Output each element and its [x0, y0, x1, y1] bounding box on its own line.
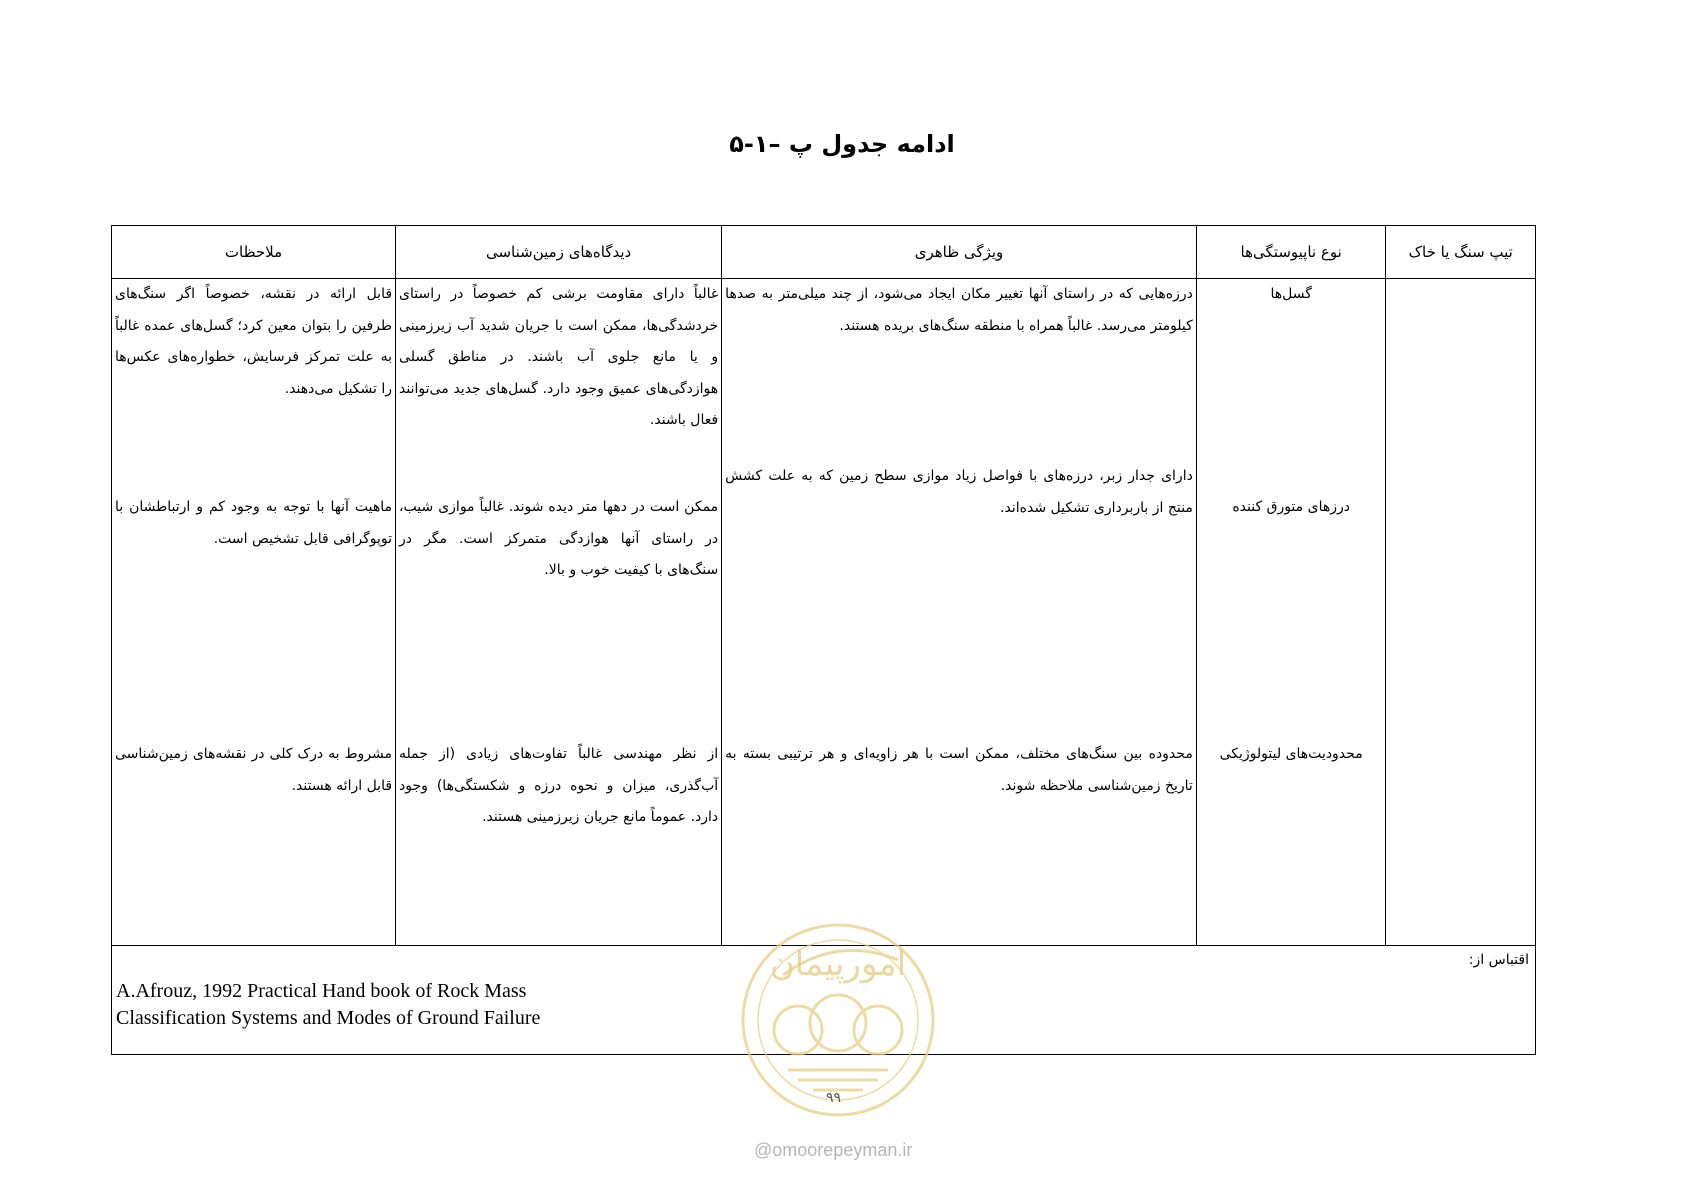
remarks-cell	[112, 279, 396, 946]
remarks-lithologic-boundaries: مشروط به درک کلی در نقشه‌های زمین‌شناسی قابل ارائه هستند.	[115, 746, 393, 794]
table-header-row	[112, 226, 1536, 279]
appearance-cell	[722, 279, 1197, 946]
geology-sheeting-joints: ممکن است در دهها متر دیده شوند. غالباً موازی شیب، در راستای آنها هوازدگی متمرکز است. مگر در سنگ‌های با کیفیت خوب و بالا.	[399, 499, 719, 578]
header-appearance: ویژگی ظاهری	[722, 226, 1197, 279]
table-footer-row	[112, 946, 1536, 1055]
citation-label: اقتباس از:	[1468, 952, 1529, 968]
citation-line-1: A.Afrouz, 1992 Practical Hand book of Rock Mass	[116, 980, 527, 1002]
rock-type-cell	[1386, 279, 1536, 946]
citation-cell	[112, 946, 1536, 1055]
header-rock-type: تیپ سنگ یا خاک	[1386, 226, 1536, 279]
header-remarks: ملاحظات	[112, 226, 396, 279]
citation-text	[116, 978, 540, 1032]
discontinuity-lithologic-boundaries: محدودیت‌های لیتولوژیکی	[1219, 746, 1363, 762]
geology-cell	[396, 279, 722, 946]
geology-faults: غالباً دارای مقاومت برشی کم خصوصاً در راستای خردشدگی‌ها، ممکن است با جریان شدید آب زیرزمینی و یا مانع جلوی آب باشند. در مناطق گسلی هوازدگی‌های عمیق وجود دارد. گسل‌های جدید می‌توانند فعال باشند.	[399, 286, 719, 428]
appearance-lithologic-boundaries: محدوده بین سنگ‌های مختلف، ممکن است با هر زاویه‌ای و هر ترتیبی بسته به تاریخ زمین‌شناسی ملاحظه شوند.	[725, 746, 1193, 794]
geology-lithologic-boundaries: از نظر مهندسی غالباً تفاوت‌های زیادی (از جمله آب‌گذری، میزان و نحوه درزه و شکستگی‌ها) وجود دارد. عموماً مانع جریان زیرزمینی هستند.	[399, 746, 719, 825]
page-title: ادامه جدول پ –۱-۵	[729, 130, 955, 158]
header-geology: دیدگاه‌های زمین‌شناسی	[396, 226, 722, 279]
discontinuity-type-cell	[1196, 279, 1386, 946]
watermark-url: @omoorepeyman.ir	[754, 1140, 913, 1160]
citation-line-2: Classification Systems and Modes of Ground Failure	[116, 1007, 541, 1029]
discontinuity-faults: گسل‌ها	[1270, 286, 1312, 302]
table-body-row	[112, 279, 1536, 946]
watermark-text: امورپیمان	[769, 944, 907, 984]
discontinuity-sheeting-joints: درزهای متورق کننده	[1232, 499, 1350, 515]
discontinuities-table	[111, 225, 1536, 1055]
header-discontinuity-type: نوع ناپیوستگی‌ها	[1196, 226, 1386, 279]
appearance-sheeting-joints: دارای جدار زبر، درزه‌های با فواصل زیاد موازی سطح زمین که به علت کشش منتج از باربرداری تشکیل شده‌اند.	[725, 468, 1193, 516]
remarks-faults: قابل ارائه در نقشه، خصوصاً اگر سنگ‌های طرفین را بتوان معین کرد؛ گسل‌های عمده غالباً به علت تمرکز فرسایش، خطواره‌های عکس‌ها را تشکیل می‌دهند.	[115, 286, 393, 397]
page-number: ۹۹	[826, 1090, 842, 1106]
appearance-faults: درزه‌هایی که در راستای آنها تغییر مکان ایجاد می‌شود، از چند میلی‌متر به صدها کیلومتر می‌رسد. غالباً همراه با منطقه سنگ‌های بریده هستند.	[725, 286, 1193, 334]
remarks-sheeting-joints: ماهیت آنها با توجه به وجود کم و ارتباطشان با توپوگرافی قابل تشخیص است.	[115, 499, 393, 547]
